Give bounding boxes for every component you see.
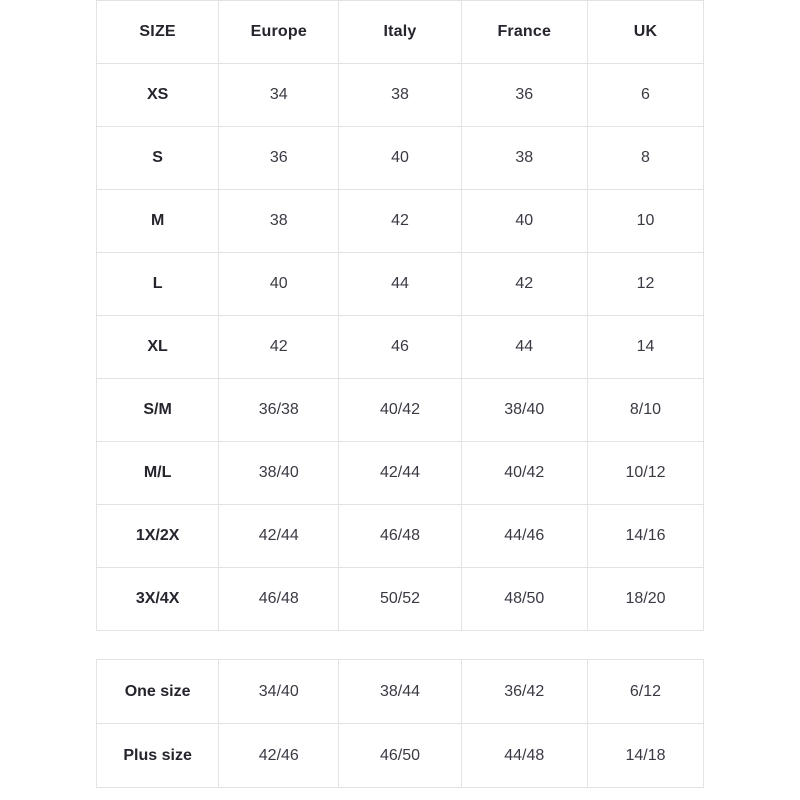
cell-europe: 38	[219, 190, 339, 253]
column-header-europe: Europe	[219, 1, 339, 64]
cell-italy: 38	[339, 64, 461, 127]
cell-uk: 12	[587, 253, 703, 316]
row-label: M	[97, 190, 219, 253]
cell-italy: 44	[339, 253, 461, 316]
table-row	[97, 568, 704, 631]
cell-france: 38	[461, 127, 587, 190]
row-label: Plus size	[97, 724, 219, 788]
row-label: S	[97, 127, 219, 190]
table-row	[97, 127, 704, 190]
cell-france: 40/42	[461, 442, 587, 505]
main-size-table	[96, 0, 704, 631]
cell-italy: 46	[339, 316, 461, 379]
cell-france: 36	[461, 64, 587, 127]
row-label: M/L	[97, 442, 219, 505]
cell-uk: 8/10	[587, 379, 703, 442]
cell-europe: 42/46	[219, 724, 339, 788]
cell-italy: 42/44	[339, 442, 461, 505]
table-row	[97, 724, 704, 788]
row-label: 1X/2X	[97, 505, 219, 568]
table-row	[97, 316, 704, 379]
cell-uk: 14	[587, 316, 703, 379]
table-header-row	[97, 1, 704, 64]
cell-france: 44/48	[461, 724, 587, 788]
cell-uk: 10	[587, 190, 703, 253]
secondary-size-table-body	[97, 660, 704, 788]
cell-france: 36/42	[461, 660, 587, 724]
cell-uk: 10/12	[587, 442, 703, 505]
cell-italy: 40	[339, 127, 461, 190]
main-size-table-header	[97, 1, 704, 64]
cell-europe: 42	[219, 316, 339, 379]
cell-italy: 40/42	[339, 379, 461, 442]
cell-europe: 36	[219, 127, 339, 190]
cell-france: 44/46	[461, 505, 587, 568]
cell-france: 42	[461, 253, 587, 316]
row-label: 3X/4X	[97, 568, 219, 631]
column-header-italy: Italy	[339, 1, 461, 64]
cell-uk: 18/20	[587, 568, 703, 631]
cell-uk: 6	[587, 64, 703, 127]
table-row	[97, 660, 704, 724]
cell-france: 40	[461, 190, 587, 253]
cell-europe: 34/40	[219, 660, 339, 724]
cell-europe: 36/38	[219, 379, 339, 442]
table-row	[97, 379, 704, 442]
row-label: L	[97, 253, 219, 316]
cell-europe: 38/40	[219, 442, 339, 505]
cell-europe: 34	[219, 64, 339, 127]
row-label: One size	[97, 660, 219, 724]
column-header-size: SIZE	[97, 1, 219, 64]
cell-france: 48/50	[461, 568, 587, 631]
cell-italy: 38/44	[339, 660, 461, 724]
table-row	[97, 64, 704, 127]
cell-italy: 42	[339, 190, 461, 253]
main-size-table-body	[97, 64, 704, 631]
cell-europe: 46/48	[219, 568, 339, 631]
cell-uk: 14/16	[587, 505, 703, 568]
row-label: XS	[97, 64, 219, 127]
cell-europe: 42/44	[219, 505, 339, 568]
cell-italy: 50/52	[339, 568, 461, 631]
secondary-size-table	[96, 659, 704, 788]
column-header-uk: UK	[587, 1, 703, 64]
row-label: XL	[97, 316, 219, 379]
cell-italy: 46/50	[339, 724, 461, 788]
table-row	[97, 505, 704, 568]
table-row	[97, 253, 704, 316]
cell-france: 44	[461, 316, 587, 379]
cell-italy: 46/48	[339, 505, 461, 568]
cell-uk: 6/12	[587, 660, 703, 724]
secondary-size-table-container	[96, 659, 704, 788]
row-label: S/M	[97, 379, 219, 442]
cell-uk: 8	[587, 127, 703, 190]
table-row	[97, 442, 704, 505]
table-row	[97, 190, 704, 253]
column-header-france: France	[461, 1, 587, 64]
main-size-table-container	[96, 0, 704, 631]
cell-france: 38/40	[461, 379, 587, 442]
cell-uk: 14/18	[587, 724, 703, 788]
cell-europe: 40	[219, 253, 339, 316]
